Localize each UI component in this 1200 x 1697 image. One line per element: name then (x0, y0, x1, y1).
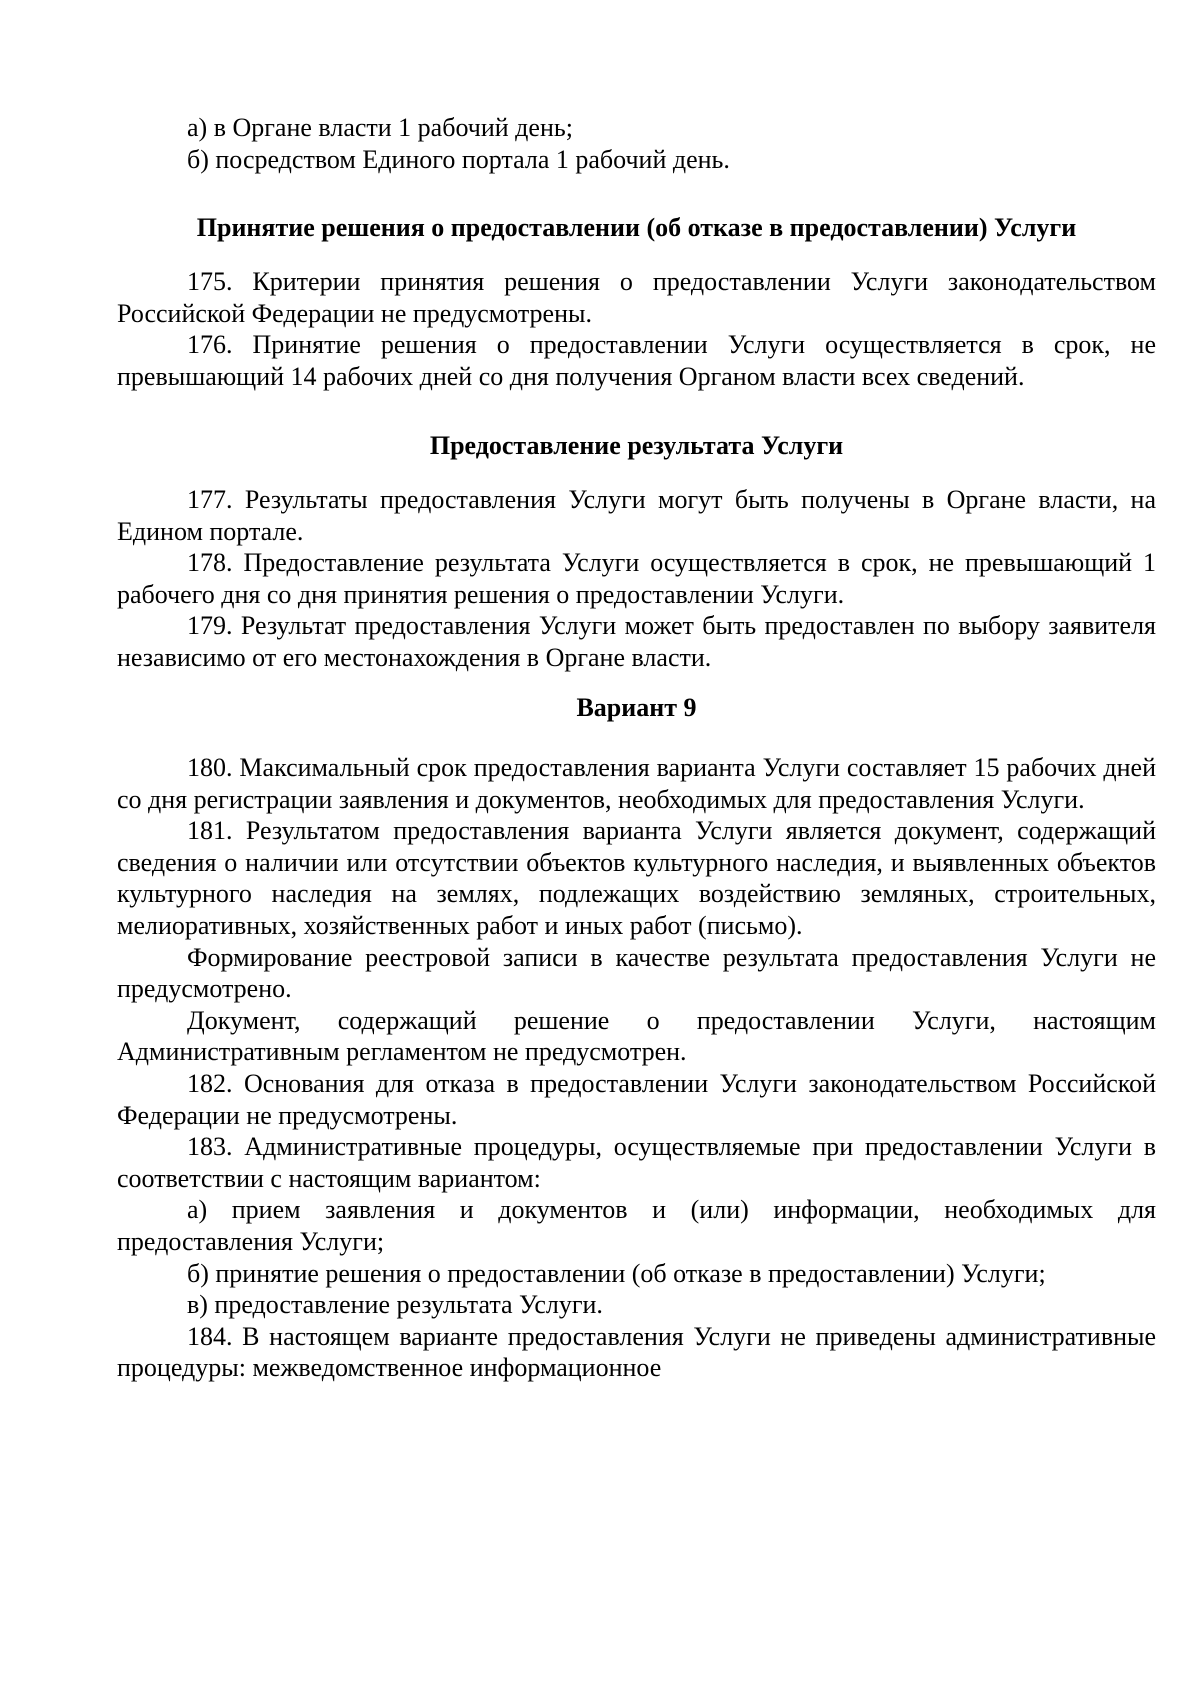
section-heading-result: Предоставление результата Услуги (429, 431, 844, 460)
paragraph-text: Основания для отказа в предоставлении Услуги законодательством Российской Федерации не предусмотрены. (117, 1068, 1156, 1130)
paragraph-number: 184. (187, 1321, 233, 1351)
paragraph-text: Принятие решения о предоставлении Услуги осуществляется в срок, не превышающий 14 рабочих дней со дня получения Органом власти всех сведений. (117, 330, 1156, 391)
paragraph-text: Административные процедуры, осуществляемые при предоставлении Услуги в соответствии с настоящим вариантом: (117, 1132, 1157, 1193)
list-item-183-b: б) принятие решения о предоставлении (об отказе в предоставлении) Услуги; (187, 1258, 1046, 1288)
paragraph-177 (117, 484, 1156, 547)
list-item-183-a: а) прием заявления и документов и (или) информации, необходимых для предоставления Услуги; (117, 1195, 1156, 1256)
paragraph-text: Результатом предоставления варианта Услуги является документ, содержащий сведения о наличии или отсутствии объектов культурного наследия, и выявленных объектов культурного наследия на землях, подлежащих воздействию земляных, строительных, мелиоративных, хозяйственных работ и иных работ (письмо). (117, 816, 1156, 940)
paragraph-number: 181. (187, 816, 233, 846)
paragraph-176 (117, 329, 1156, 392)
paragraph-number: 179. (187, 611, 233, 641)
paragraph-181-extra-1: Формирование реестровой записи в качестве результата предоставления Услуги не предусмотрено. (117, 942, 1156, 1004)
paragraph-number: 175. (187, 267, 233, 296)
paragraph-184 (117, 1321, 1156, 1384)
paragraph-number: 176. (187, 330, 233, 360)
paragraph-text: Критерии принятия решения о предоставлении Услуги законодательством Российской Федерации не предусмотрены. (117, 267, 1157, 328)
paragraph-text: Предоставление результата Услуги осуществляется в срок, не превышающий 1 рабочего дня со дня принятия решения о предоставлении Услуги. (117, 548, 1157, 609)
paragraph-182 (117, 1068, 1156, 1131)
paragraph-179 (117, 610, 1156, 673)
paragraph-181 (117, 815, 1156, 941)
intro-item-a: а) в Органе власти 1 рабочий день; (187, 113, 573, 142)
paragraph-181-extra-2: Документ, содержащий решение о предоставлении Услуги, настоящим Административным регламентом не предусмотрен. (117, 1005, 1156, 1067)
intro-block (117, 112, 1156, 175)
paragraph-number: 177. (187, 485, 233, 514)
paragraph-text: В настоящем варианте предоставления Услуги не приведены административные процедуры: межведомственное информационное (117, 1321, 1157, 1383)
paragraph-number: 178. (187, 548, 233, 578)
paragraph-text: Результаты предоставления Услуги могут быть получены в Органе власти, на Едином портале. (117, 485, 1157, 546)
section-result-body (117, 484, 1156, 674)
section-heading-decision: Принятие решения о предоставлении (об отказе в предоставлении) Услуги (196, 213, 1077, 242)
list-item-183-c: в) предоставление результата Услуги. (187, 1290, 603, 1320)
paragraph-175 (117, 266, 1156, 329)
paragraph-text: Результат предоставления Услуги может быть предоставлен по выбору заявителя независимо от его местонахождения в Органе власти. (117, 611, 1157, 672)
paragraph-number: 183. (187, 1132, 233, 1162)
paragraph-183 (117, 1131, 1156, 1194)
section-heading-variant9: Вариант 9 (576, 693, 697, 722)
paragraph-number: 182. (187, 1068, 233, 1098)
paragraph-number: 180. (187, 753, 233, 782)
paragraph-180 (117, 752, 1156, 815)
section-variant9-body (117, 752, 1156, 1384)
paragraph-text: Максимальный срок предоставления варианта Услуги составляет 15 рабочих дней со дня регистрации заявления и документов, необходимых для предоставления Услуги. (117, 753, 1157, 814)
intro-item-b: б) посредством Единого портала 1 рабочий день. (187, 144, 730, 174)
paragraph-178 (117, 547, 1156, 610)
section-decision-body (117, 266, 1156, 392)
